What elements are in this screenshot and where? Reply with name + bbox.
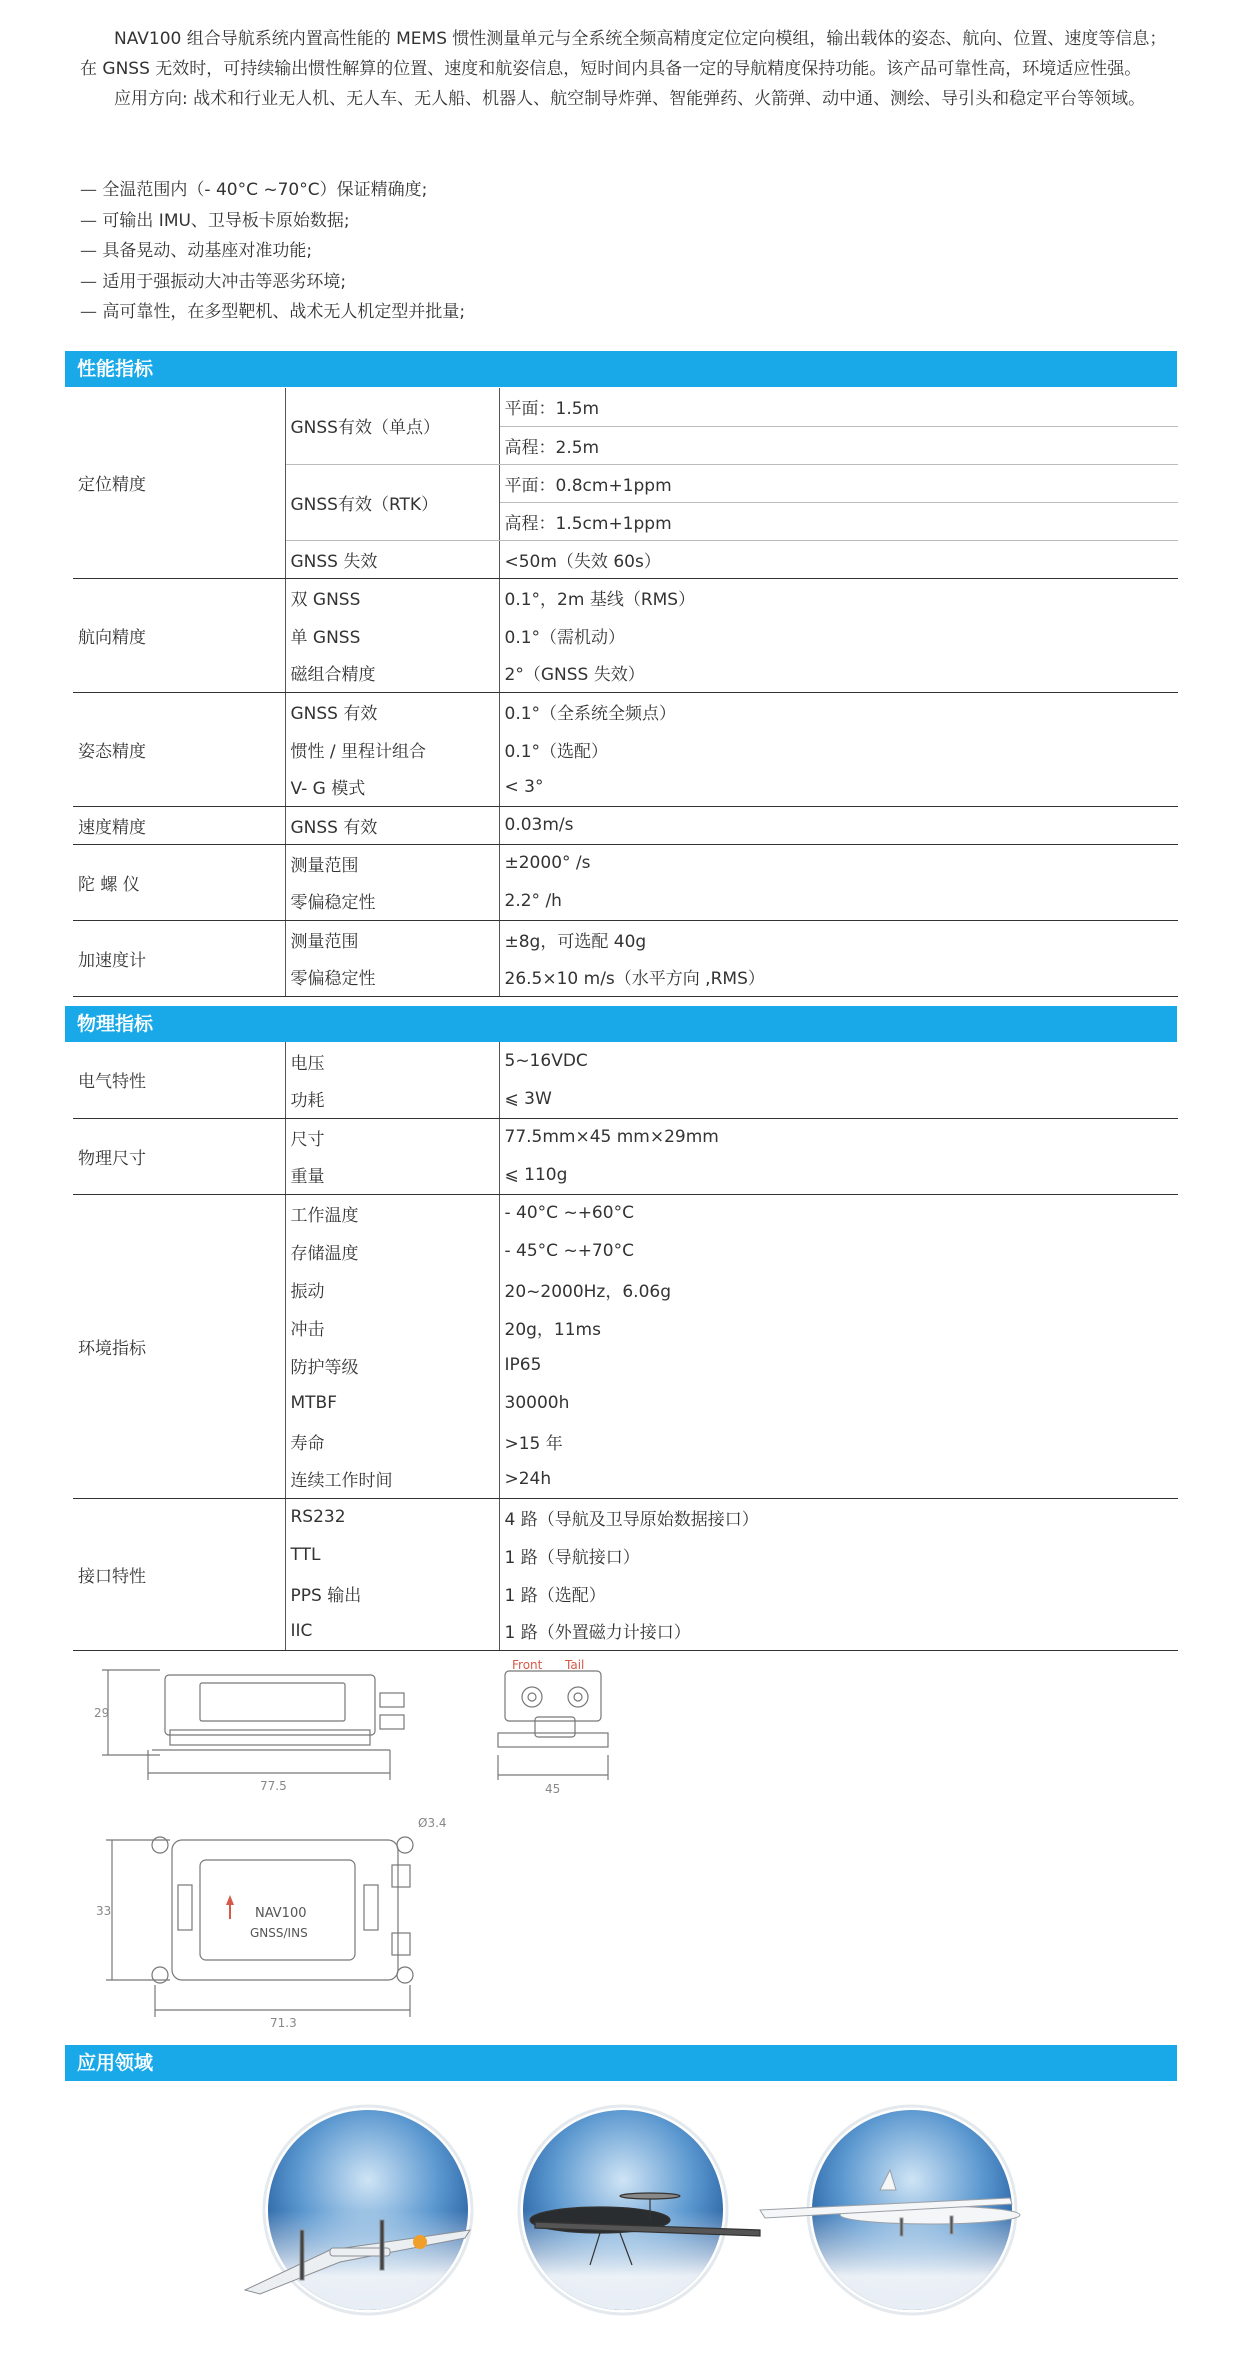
row-value: 0.1°（全系统全频点） — [504, 703, 677, 724]
row-key: 尺寸 — [285, 1118, 499, 1156]
dimension-drawings — [94, 1655, 700, 2035]
front-view-drawing — [498, 1671, 608, 1780]
dim-top-width: 71.3 — [270, 2016, 297, 2030]
row-value: 0.1°（需机动） — [504, 627, 626, 648]
feature-list — [80, 175, 465, 328]
row-value: 2.2° /h — [499, 882, 1178, 920]
row-value: ⩽ 3W — [499, 1080, 1178, 1118]
feature-item: — 高可靠性，在多型靶机、战术无人机定型并批量; — [80, 297, 465, 328]
dim-side-width: 77.5 — [260, 1779, 287, 1793]
row-key: 双 GNSS — [285, 578, 499, 616]
section-bar-performance: 性能指标 — [65, 351, 1177, 387]
performance-table — [73, 388, 1178, 997]
row-value: - 45°C ~+70°C — [504, 1241, 634, 1261]
group-label: 环境指标 — [73, 1194, 285, 1498]
intro — [80, 24, 1180, 114]
dim-front-width: 45 — [545, 1782, 561, 1796]
row-key: 单 GNSS — [285, 616, 499, 654]
section-bar-physical: 物理指标 — [65, 1006, 1177, 1042]
row-value: 1 路（外置磁力计接口） — [499, 1612, 1178, 1650]
group-label: 接口特性 — [73, 1498, 285, 1650]
group-label: 加速度计 — [73, 920, 285, 996]
row-value: ±2000° /s — [504, 853, 591, 874]
row-value: 平面：0.8cm+1ppm — [499, 464, 1178, 502]
row-key: 惯性 / 里程计组合 — [285, 730, 499, 768]
dim-side-height: 29 — [94, 1706, 110, 1720]
row-key: 振动 — [285, 1270, 499, 1308]
row-key: 重量 — [285, 1156, 499, 1194]
row-key: 测量范围 — [285, 844, 499, 882]
row-key: 测量范围 — [285, 920, 499, 958]
group-label: 电气特性 — [73, 1042, 285, 1118]
row-key: 冲击 — [285, 1308, 499, 1346]
group-label: 速度精度 — [73, 806, 285, 844]
application-image-uav-2 — [519, 2106, 760, 2320]
group-label: 陀 螺 仪 — [73, 844, 285, 920]
application-images — [0, 2080, 1241, 2340]
dim-hole-diameter: Ø3.4 — [418, 1816, 447, 1830]
row-key: 工作温度 — [285, 1194, 499, 1232]
row-value: <50m（失效 60s） — [499, 540, 1178, 578]
group-label: 姿态精度 — [73, 692, 285, 806]
row-value: 1 路（导航接口） — [504, 1547, 640, 1568]
axis-marker-icon — [226, 1895, 234, 1919]
tail-label: Tail — [565, 1658, 585, 1672]
row-key: 功耗 — [285, 1080, 499, 1118]
feature-item: — 全温范围内（- 40°C ~70°C）保证精确度; — [80, 175, 465, 206]
drawing-model-label: NAV100 — [255, 1906, 307, 1921]
row-value: 20g，11ms — [504, 1319, 601, 1340]
row-key: GNSS有效（单点） — [285, 388, 499, 464]
row-value: < 3° — [499, 768, 1178, 806]
row-key: 寿命 — [285, 1422, 499, 1460]
row-value: 26.5×10 m/s（水平方向 ,RMS） — [499, 958, 1178, 996]
row-key: TTL — [285, 1536, 499, 1574]
row-value: 0.1°（选配） — [504, 741, 609, 762]
row-value: IP65 — [504, 1355, 542, 1375]
drawing-sub-label: GNSS/INS — [250, 1926, 308, 1940]
row-value: >15 年 — [504, 1433, 563, 1454]
row-key: 零偏稳定性 — [285, 958, 499, 996]
row-value: 5~16VDC — [504, 1051, 588, 1071]
row-value: >24h — [499, 1460, 1178, 1498]
section-bar-application: 应用领域 — [65, 2045, 1177, 2081]
row-key: 零偏稳定性 — [285, 882, 499, 920]
row-value: - 40°C ~+60°C — [504, 1203, 634, 1224]
feature-item: — 适用于强振动大冲击等恶劣环境; — [80, 267, 465, 298]
row-key: RS232 — [285, 1498, 499, 1536]
row-value: 30000h — [504, 1393, 570, 1413]
row-value: 0.1°，2m 基线（RMS） — [504, 589, 696, 610]
row-value: 2°（GNSS 失效） — [499, 654, 1178, 692]
row-value: 高程：1.5cm+1ppm — [499, 502, 1178, 540]
group-label: 定位精度 — [73, 388, 285, 578]
front-label: Front — [512, 1658, 543, 1672]
application-image-uav-3 — [760, 2106, 1020, 2320]
row-key: GNSS有效（RTK） — [285, 464, 499, 540]
row-value: ±8g，可选配 40g — [504, 931, 647, 952]
row-key: PPS 输出 — [285, 1574, 499, 1612]
application-image-uav-1 — [245, 2106, 480, 2320]
intro-paragraph-1: NAV100 组合导航系统内置高性能的 MEMS 惯性测量单元与全系统全频高精度定位定向模组，输出载体的姿态、航向、位置、速度等信息；在 GNSS 无效时，可持续输出惯性解算的位置、速度和航姿信息，短时间内具备一定的导航精度保持功能。该产品可靠性高，环境适应性强。 — [80, 29, 1167, 79]
group-label: 航向精度 — [73, 578, 285, 692]
row-value: 20~2000Hz，6.06g — [504, 1281, 671, 1302]
row-key: GNSS 失效 — [285, 540, 499, 578]
intro-paragraph-2: 应用方向: 战术和行业无人机、无人车、无人船、机器人、航空制导炸弹、智能弹药、火箭弹、动中通、测绘、导引头和稳定平台等领域。 — [114, 89, 1146, 109]
row-key: GNSS 有效 — [285, 806, 499, 844]
row-value: 平面：1.5m — [499, 388, 1178, 426]
row-value: ⩽ 110g — [499, 1156, 1178, 1194]
side-view-drawing — [102, 1670, 404, 1780]
row-value: 高程：2.5m — [499, 426, 1178, 464]
row-value: 1 路（选配） — [504, 1585, 606, 1606]
row-key: 存储温度 — [285, 1232, 499, 1270]
row-value: 77.5mm×45 mm×29mm — [504, 1127, 719, 1148]
row-key: V- G 模式 — [285, 768, 499, 806]
group-label: 物理尺寸 — [73, 1118, 285, 1194]
row-key: GNSS 有效 — [285, 692, 499, 730]
row-key: IIC — [285, 1612, 499, 1650]
row-key: 防护等级 — [285, 1346, 499, 1384]
row-key: 连续工作时间 — [285, 1460, 499, 1498]
row-key: MTBF — [285, 1384, 499, 1422]
dim-top-height: 33 — [96, 1904, 112, 1918]
feature-item: — 具备晃动、动基座对准功能; — [80, 236, 465, 267]
row-key: 电压 — [285, 1042, 499, 1080]
row-key: 磁组合精度 — [285, 654, 499, 692]
row-value: 4 路（导航及卫导原始数据接口） — [504, 1509, 759, 1530]
physical-table — [73, 1042, 1178, 1651]
feature-item: — 可输出 IMU、卫导板卡原始数据; — [80, 206, 465, 237]
row-value: 0.03m/s — [499, 806, 1178, 844]
